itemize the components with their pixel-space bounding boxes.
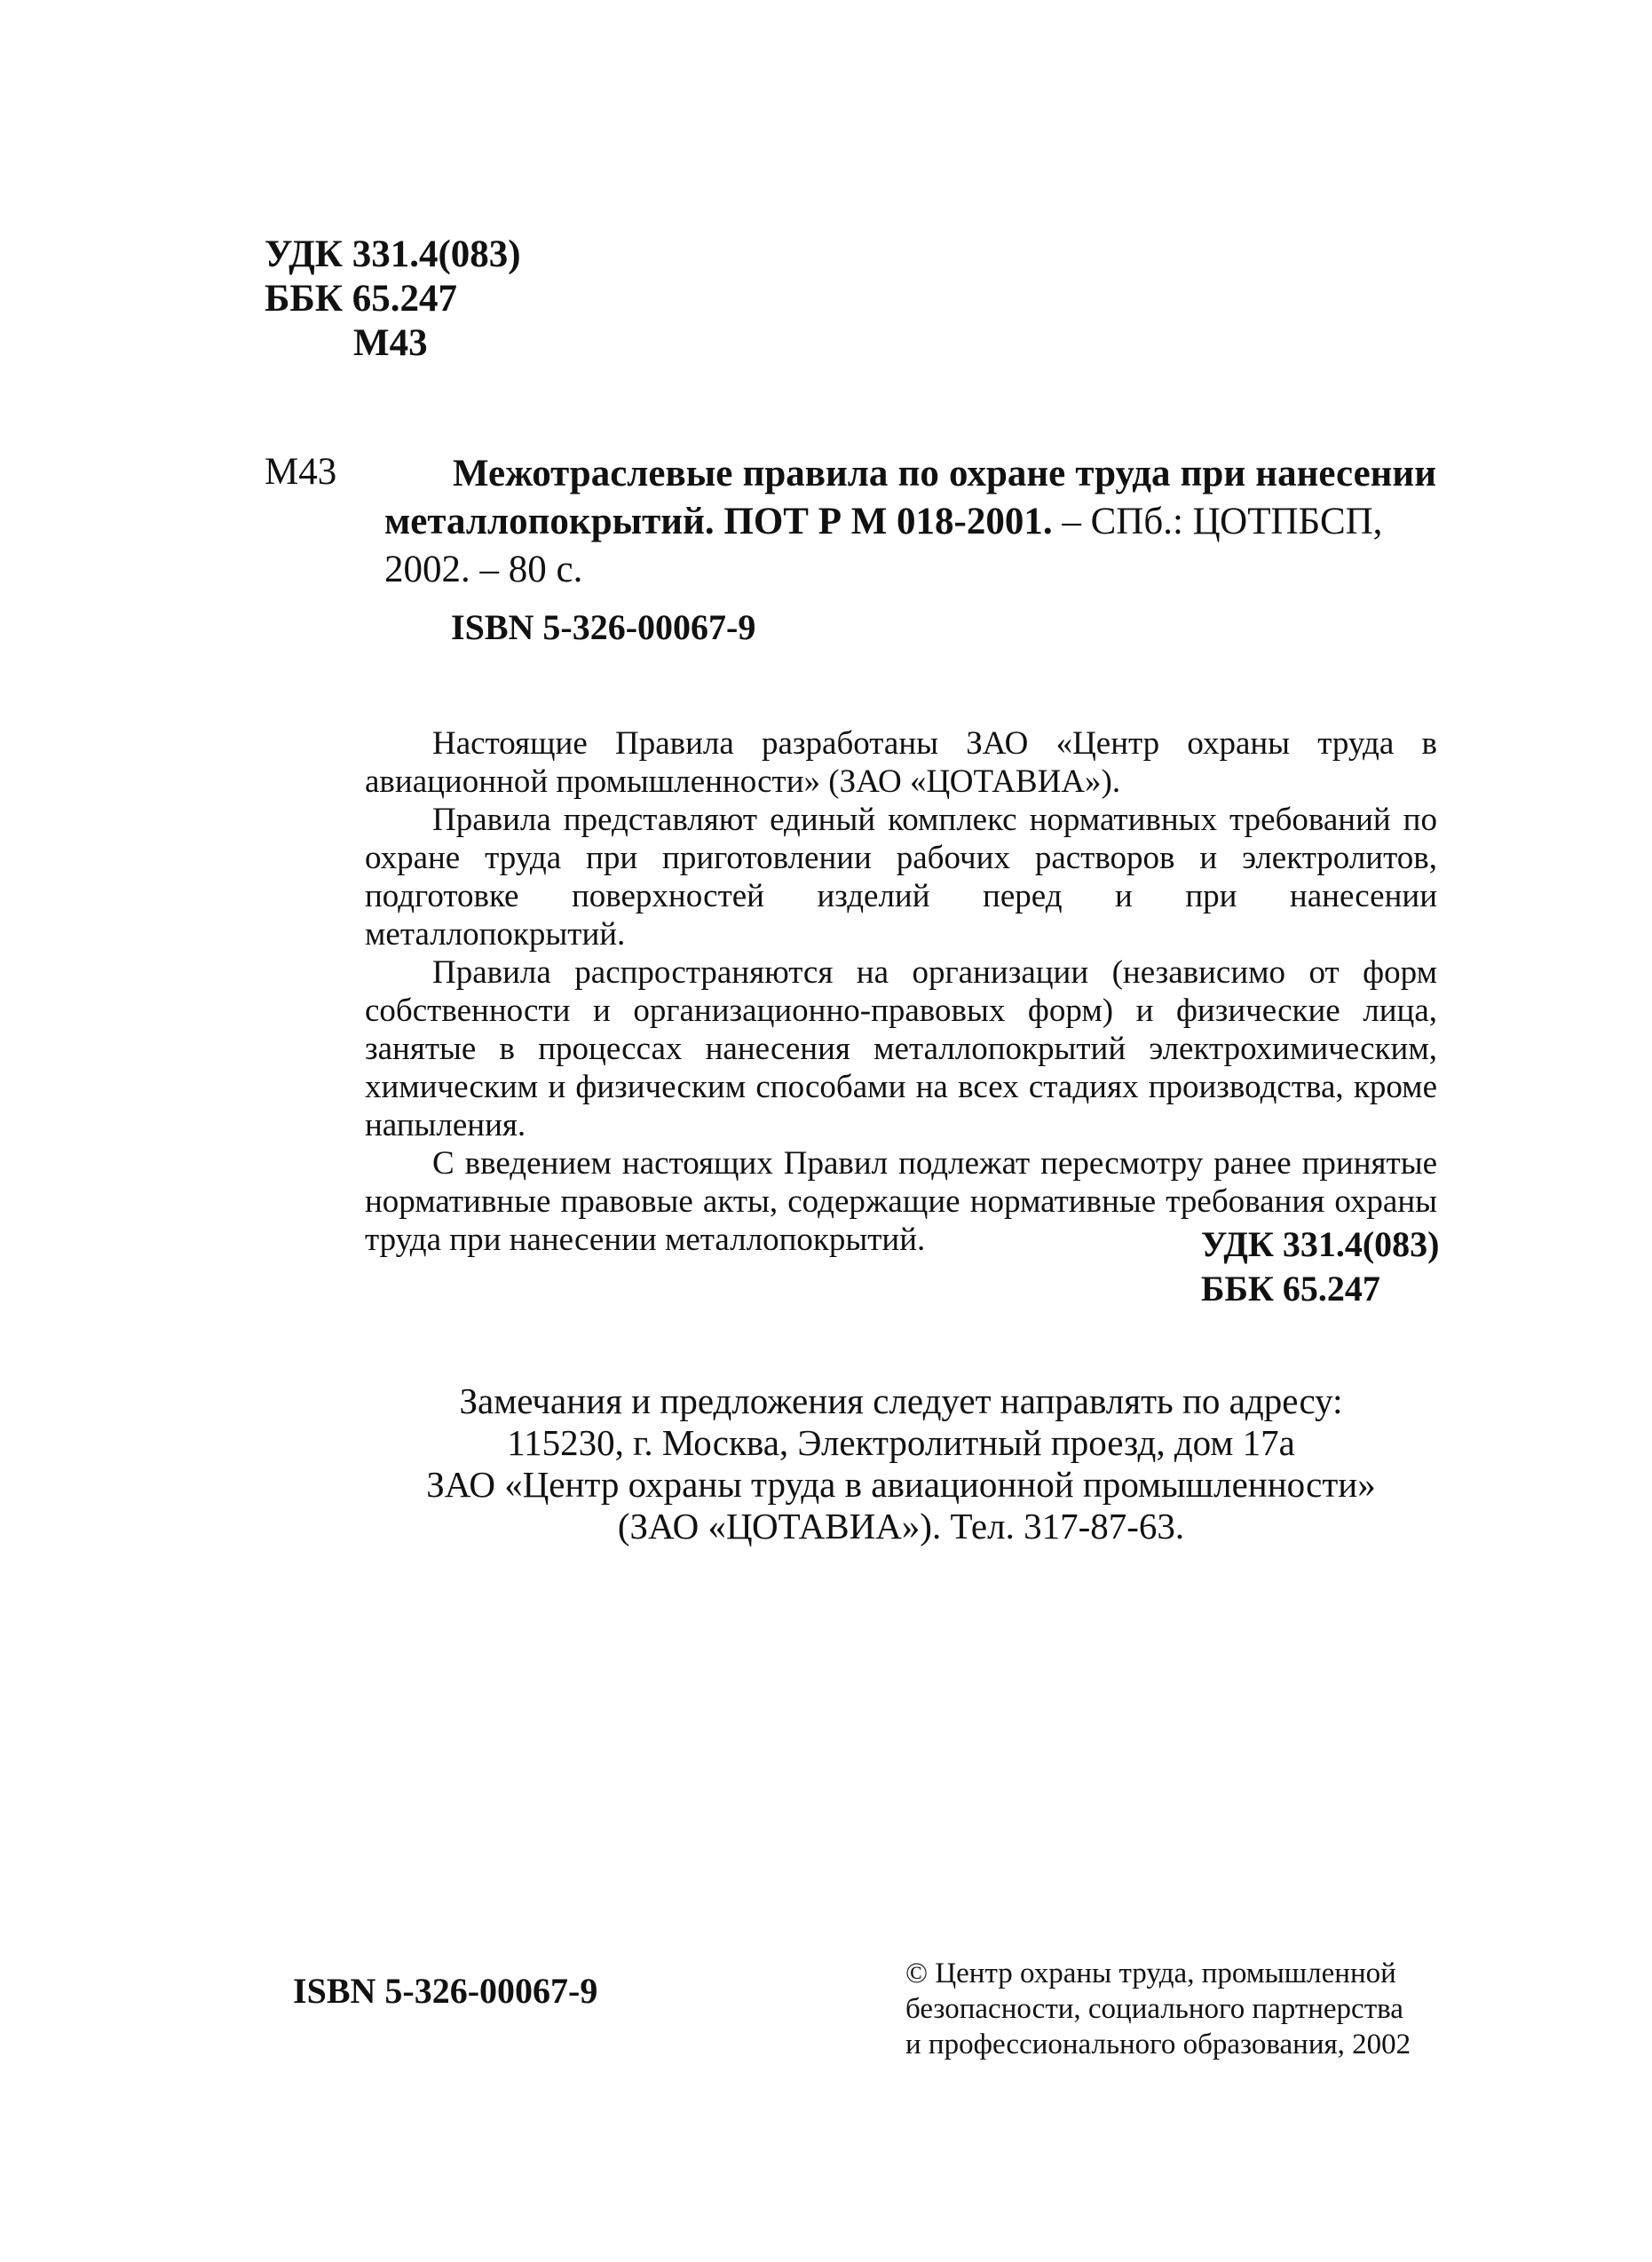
address-line: ЗАО «Центр охраны труда в авиационной промышленности» <box>426 1464 1376 1505</box>
bibliography-code: М43 <box>265 451 337 493</box>
address-line: 115230, г. Москва, Электролитный проезд, дом 17а <box>507 1422 1295 1463</box>
address-line: (ЗАО «ЦОТАВИА»). Тел. 317-87-63. <box>617 1506 1185 1546</box>
bibliographic-description <box>384 450 1436 594</box>
book-title: Межотраслевые правила по охране труда при нанесении металлопокрытий. <box>384 453 1436 542</box>
udk-code: УДК 331.4(083) <box>1201 1224 1440 1264</box>
abstract <box>365 724 1437 1259</box>
contact-address <box>365 1380 1437 1547</box>
address-line: Замечания и предложения следует направлять по адресу: <box>459 1380 1343 1421</box>
copyright-line: безопасности, социального партнерства <box>905 1993 1403 2025</box>
abstract-paragraph: Правила представляют единый комплекс нормативных требований по охране труда при приготовлении рабочих растворов и электролитов, подготовке поверхностей изделий перед и при нанесении металлопокрытий. <box>365 802 1437 953</box>
bbk-code: ББК 65.247 <box>1201 1269 1380 1309</box>
udk-code: УДК 331.4(083) <box>265 233 521 275</box>
bottom-classification-codes <box>1201 1222 1439 1311</box>
isbn-bottom: ISBN 5-326-00067-9 <box>293 1971 598 2011</box>
bbk-code: ББК 65.247 <box>265 278 458 320</box>
copyright-notice <box>905 1956 1456 2062</box>
publisher: – СПб.: ЦОТПБСП, <box>1052 501 1383 542</box>
abstract-paragraph: Правила распространяются на организации (независимо от форм собственности и организационно-правовых форм) и физические лица, занятые в процессах нанесения металлопокрытий электрохимическим, химическим и физическим способами на всех стадиях производства, кроме напыления. <box>365 954 1437 1143</box>
copyright-line: © Центр охраны труда, промышленной <box>905 1958 1396 1989</box>
header-classification-codes <box>265 233 521 366</box>
isbn-top: ISBN 5-326-00067-9 <box>451 607 756 647</box>
standard-designation: ПОТ Р М 018-2001. <box>723 501 1053 542</box>
abstract-paragraph: Настоящие Правила разработаны ЗАО «Центр охраны труда в авиационной промышленности» (ЗАО «ЦОТАВИА»). <box>365 725 1437 800</box>
abstract-paragraph: С введением настоящих Правил подлежат пересмотру ранее принятые нормативные правовые акты, содержащие нормативные требования охраны труда при нанесении металлопокрытий. <box>365 1145 1437 1258</box>
year-pages: 2002. – 80 с. <box>384 549 583 590</box>
author-mark: М43 <box>353 322 428 364</box>
copyright-line: и профессионального образования, 2002 <box>905 2029 1411 2060</box>
